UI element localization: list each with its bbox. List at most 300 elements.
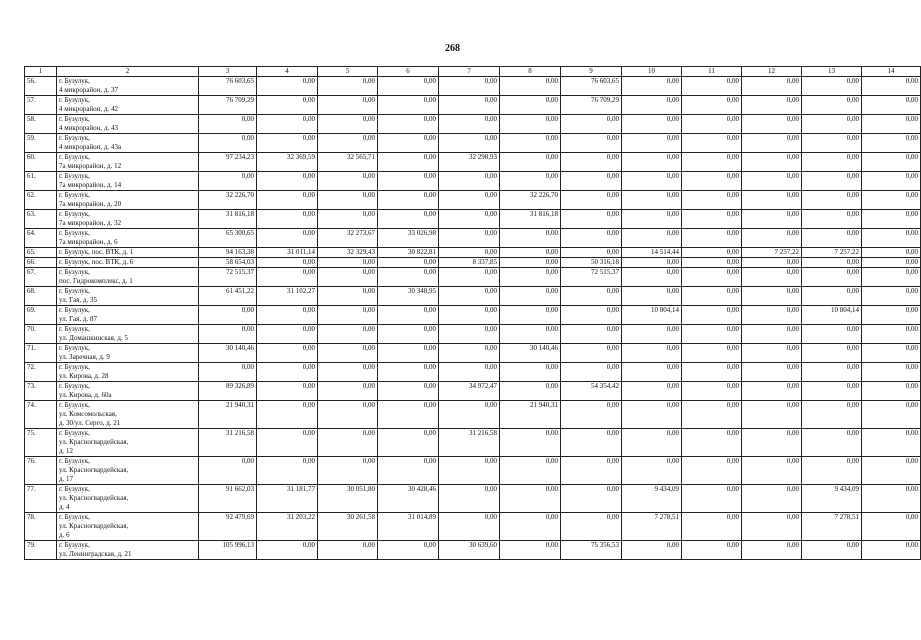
address-line: г. Бузулук, (59, 429, 90, 437)
value-cell: 30 639,60 (439, 541, 500, 560)
value-cell: 0,00 (561, 210, 622, 229)
value-cell: 76 709,29 (561, 96, 622, 115)
value-cell: 0,00 (199, 115, 257, 134)
value-cell: 0,00 (561, 513, 622, 541)
table-row (25, 191, 921, 210)
address-cell (57, 96, 199, 115)
value-cell: 0,00 (257, 325, 318, 344)
column-header: 7 (439, 67, 500, 77)
value-cell: 0,00 (439, 513, 500, 541)
table-row (25, 258, 921, 268)
address-cell (57, 457, 199, 485)
value-cell: 58 654,03 (199, 258, 257, 268)
row-number: 60. (25, 153, 57, 172)
value-cell: 9 434,09 (622, 485, 682, 513)
value-cell: 0,00 (257, 429, 318, 457)
address-cell (57, 325, 199, 344)
value-cell: 0,00 (561, 485, 622, 513)
value-cell: 0,00 (802, 115, 862, 134)
address-cell (57, 191, 199, 210)
value-cell: 0,00 (318, 344, 378, 363)
value-cell: 0,00 (257, 382, 318, 401)
address-line: ул. Красногвардейская, (59, 494, 129, 502)
value-cell: 0,00 (862, 485, 921, 513)
value-cell: 0,00 (802, 287, 862, 306)
value-cell: 0,00 (742, 134, 802, 153)
value-cell: 0,00 (439, 287, 500, 306)
address-line: д. 4 (59, 503, 70, 511)
value-cell: 9 434,09 (802, 485, 862, 513)
value-cell: 0,00 (439, 77, 500, 96)
address-line: г. Бузулук, (59, 325, 90, 333)
value-cell: 0,00 (802, 229, 862, 248)
value-cell: 0,00 (742, 172, 802, 191)
value-cell: 0,00 (500, 325, 561, 344)
table-row (25, 287, 921, 306)
value-cell: 0,00 (199, 457, 257, 485)
address-line: д. 30/ул. Серго, д. 21 (59, 419, 121, 427)
value-cell: 0,00 (742, 96, 802, 115)
value-cell: 0,00 (682, 541, 742, 560)
value-cell: 0,00 (802, 268, 862, 287)
value-cell: 0,00 (439, 401, 500, 429)
value-cell: 0,00 (500, 429, 561, 457)
address-line: г. Бузулук, (59, 485, 90, 493)
row-number: 70. (25, 325, 57, 344)
value-cell: 0,00 (742, 363, 802, 382)
value-cell: 31 102,27 (257, 287, 318, 306)
value-cell: 0,00 (257, 172, 318, 191)
value-cell: 0,00 (318, 268, 378, 287)
value-cell: 0,00 (622, 258, 682, 268)
address-line: д. 6 (59, 531, 70, 539)
value-cell: 0,00 (378, 191, 439, 210)
row-number: 63. (25, 210, 57, 229)
value-cell: 32 565,71 (318, 153, 378, 172)
value-cell: 0,00 (378, 172, 439, 191)
value-cell: 0,00 (500, 382, 561, 401)
value-cell: 34 972,47 (439, 382, 500, 401)
value-cell: 0,00 (378, 77, 439, 96)
value-cell: 0,00 (862, 268, 921, 287)
column-header: 5 (318, 67, 378, 77)
value-cell: 0,00 (802, 172, 862, 191)
value-cell: 61 451,22 (199, 287, 257, 306)
value-cell: 31 203,22 (257, 513, 318, 541)
value-cell: 0,00 (682, 513, 742, 541)
address-line: 4 микрорайон, д. 37 (59, 86, 118, 94)
value-cell: 0,00 (378, 96, 439, 115)
value-cell: 0,00 (682, 485, 742, 513)
table-row (25, 96, 921, 115)
address-line: ул. Гая, д. 35 (59, 296, 97, 304)
value-cell: 0,00 (742, 153, 802, 172)
value-cell: 0,00 (742, 229, 802, 248)
value-cell: 0,00 (257, 306, 318, 325)
page-number: 268 (445, 43, 460, 54)
address-line: г. Бузулук, (59, 134, 90, 142)
table-row (25, 325, 921, 344)
value-cell: 0,00 (682, 382, 742, 401)
value-cell: 32 226,70 (199, 191, 257, 210)
value-cell: 91 662,03 (199, 485, 257, 513)
value-cell: 0,00 (500, 134, 561, 153)
value-cell: 0,00 (682, 153, 742, 172)
value-cell: 0,00 (682, 77, 742, 96)
value-cell: 0,00 (622, 401, 682, 429)
value-cell: 8 337,85 (439, 258, 500, 268)
value-cell: 0,00 (561, 153, 622, 172)
value-cell: 0,00 (682, 248, 742, 258)
column-header: 11 (682, 67, 742, 77)
value-cell: 0,00 (500, 258, 561, 268)
value-cell: 0,00 (802, 457, 862, 485)
row-number: 58. (25, 115, 57, 134)
value-cell: 0,00 (378, 344, 439, 363)
table-row (25, 210, 921, 229)
address-line: д. 12 (59, 447, 74, 455)
value-cell: 0,00 (500, 172, 561, 191)
value-cell: 0,00 (500, 457, 561, 485)
address-cell (57, 210, 199, 229)
value-cell: 0,00 (622, 325, 682, 344)
value-cell: 0,00 (561, 344, 622, 363)
value-cell: 0,00 (862, 457, 921, 485)
address-line: г. Бузулук, пос. ВТК, д. 1 (59, 248, 134, 256)
value-cell: 21 940,31 (199, 401, 257, 429)
value-cell: 0,00 (862, 344, 921, 363)
value-cell: 0,00 (257, 457, 318, 485)
table-row (25, 268, 921, 287)
value-cell: 0,00 (561, 134, 622, 153)
value-cell: 0,00 (862, 210, 921, 229)
row-number: 79. (25, 541, 57, 560)
value-cell: 0,00 (862, 77, 921, 96)
address-line: г. Бузулук, (59, 191, 90, 199)
table-row (25, 382, 921, 401)
value-cell: 0,00 (500, 229, 561, 248)
address-line: ул. Красногвардейская, (59, 522, 129, 530)
value-cell: 0,00 (199, 363, 257, 382)
value-cell: 0,00 (802, 401, 862, 429)
value-cell: 72 515,37 (561, 268, 622, 287)
value-cell: 0,00 (682, 287, 742, 306)
value-cell: 31 216,58 (439, 429, 500, 457)
address-cell (57, 429, 199, 457)
value-cell: 0,00 (257, 134, 318, 153)
value-cell: 0,00 (439, 229, 500, 248)
row-number: 71. (25, 344, 57, 363)
value-cell: 0,00 (862, 153, 921, 172)
value-cell: 0,00 (682, 134, 742, 153)
table-row (25, 401, 921, 429)
value-cell: 0,00 (500, 306, 561, 325)
value-cell: 0,00 (802, 77, 862, 96)
value-cell: 0,00 (742, 77, 802, 96)
value-cell: 0,00 (682, 268, 742, 287)
value-cell: 0,00 (257, 344, 318, 363)
address-cell (57, 382, 199, 401)
value-cell: 0,00 (378, 134, 439, 153)
row-number: 72. (25, 363, 57, 382)
value-cell: 0,00 (439, 306, 500, 325)
value-cell: 31 816,18 (199, 210, 257, 229)
address-cell (57, 134, 199, 153)
address-line: г. Бузулук, (59, 344, 90, 352)
address-cell (57, 344, 199, 363)
value-cell: 0,00 (199, 306, 257, 325)
address-line: г. Бузулук, (59, 210, 90, 218)
row-number: 75. (25, 429, 57, 457)
value-cell: 0,00 (682, 210, 742, 229)
value-cell: 0,00 (862, 96, 921, 115)
value-cell: 0,00 (862, 115, 921, 134)
value-cell: 0,00 (561, 229, 622, 248)
value-cell: 0,00 (802, 344, 862, 363)
row-number: 59. (25, 134, 57, 153)
value-cell: 0,00 (318, 258, 378, 268)
value-cell: 0,00 (802, 363, 862, 382)
value-cell: 33 026,98 (378, 229, 439, 248)
value-cell: 0,00 (742, 258, 802, 268)
value-cell: 0,00 (742, 429, 802, 457)
value-cell: 0,00 (378, 115, 439, 134)
value-cell: 0,00 (318, 115, 378, 134)
value-cell: 0,00 (257, 210, 318, 229)
value-cell: 0,00 (622, 268, 682, 287)
header-row (25, 67, 921, 77)
column-header: 13 (802, 67, 862, 77)
value-cell: 0,00 (257, 191, 318, 210)
value-cell: 0,00 (742, 287, 802, 306)
row-number: 57. (25, 96, 57, 115)
value-cell: 0,00 (378, 153, 439, 172)
value-cell: 31 216,58 (199, 429, 257, 457)
value-cell: 0,00 (682, 306, 742, 325)
value-cell: 76 709,29 (199, 96, 257, 115)
address-cell (57, 229, 199, 248)
address-line: г. Бузулук, (59, 306, 90, 314)
value-cell: 0,00 (561, 115, 622, 134)
value-cell: 0,00 (199, 325, 257, 344)
row-number: 73. (25, 382, 57, 401)
value-cell: 0,00 (318, 287, 378, 306)
value-cell: 0,00 (500, 248, 561, 258)
table-row (25, 541, 921, 560)
row-number: 64. (25, 229, 57, 248)
value-cell: 7 257,22 (742, 248, 802, 258)
value-cell: 0,00 (257, 96, 318, 115)
address-line: г. Бузулук, (59, 172, 90, 180)
value-cell: 21 940,31 (500, 401, 561, 429)
value-cell: 0,00 (742, 115, 802, 134)
value-cell: 0,00 (622, 134, 682, 153)
value-cell: 0,00 (439, 96, 500, 115)
row-number: 69. (25, 306, 57, 325)
value-cell: 0,00 (802, 325, 862, 344)
value-cell: 0,00 (561, 363, 622, 382)
value-cell: 30 261,58 (318, 513, 378, 541)
address-cell (57, 485, 199, 513)
row-number: 68. (25, 287, 57, 306)
value-cell: 31 816,18 (500, 210, 561, 229)
table-row (25, 306, 921, 325)
value-cell: 0,00 (439, 325, 500, 344)
address-cell (57, 77, 199, 96)
value-cell: 92 479,69 (199, 513, 257, 541)
value-cell: 0,00 (682, 115, 742, 134)
address-cell (57, 153, 199, 172)
address-cell (57, 287, 199, 306)
row-number: 65. (25, 248, 57, 258)
value-cell: 0,00 (378, 306, 439, 325)
value-cell: 0,00 (500, 363, 561, 382)
value-cell: 0,00 (682, 258, 742, 268)
value-cell: 0,00 (862, 248, 921, 258)
value-cell: 0,00 (862, 513, 921, 541)
value-cell: 0,00 (439, 115, 500, 134)
value-cell: 0,00 (622, 363, 682, 382)
value-cell: 0,00 (862, 191, 921, 210)
data-table (24, 66, 921, 560)
address-cell (57, 268, 199, 287)
value-cell: 0,00 (862, 229, 921, 248)
value-cell: 0,00 (378, 363, 439, 382)
value-cell: 0,00 (500, 541, 561, 560)
address-line: г. Бузулук, (59, 513, 90, 521)
value-cell: 0,00 (318, 210, 378, 229)
value-cell: 0,00 (742, 485, 802, 513)
value-cell: 0,00 (318, 541, 378, 560)
value-cell: 30 140,46 (500, 344, 561, 363)
value-cell: 97 234,23 (199, 153, 257, 172)
value-cell: 0,00 (742, 268, 802, 287)
table-row (25, 344, 921, 363)
table-row (25, 485, 921, 513)
value-cell: 0,00 (500, 96, 561, 115)
table-row (25, 429, 921, 457)
address-cell (57, 115, 199, 134)
value-cell: 0,00 (257, 541, 318, 560)
address-line: 7а микрорайон, д. 12 (59, 162, 122, 170)
address-line: ул. Домашкинская, д. 5 (59, 334, 128, 342)
row-number: 76. (25, 457, 57, 485)
table-row (25, 457, 921, 485)
value-cell: 10 804,14 (622, 306, 682, 325)
address-line: 7а микрорайон, д. 32 (59, 219, 122, 227)
value-cell: 0,00 (439, 344, 500, 363)
value-cell: 0,00 (682, 363, 742, 382)
value-cell: 0,00 (439, 268, 500, 287)
value-cell: 0,00 (378, 268, 439, 287)
value-cell: 0,00 (622, 77, 682, 96)
value-cell: 0,00 (802, 258, 862, 268)
value-cell: 31 014,89 (378, 513, 439, 541)
address-cell (57, 513, 199, 541)
value-cell: 0,00 (561, 306, 622, 325)
address-line: ул. Кирова, д. 28 (59, 372, 109, 380)
address-line: пос. Гидрокомплекс, д. 1 (59, 277, 133, 285)
value-cell: 30 140,46 (199, 344, 257, 363)
value-cell: 0,00 (682, 429, 742, 457)
value-cell: 0,00 (318, 429, 378, 457)
value-cell: 0,00 (862, 541, 921, 560)
value-cell: 0,00 (378, 429, 439, 457)
value-cell: 0,00 (862, 382, 921, 401)
address-line: г. Бузулук, (59, 401, 90, 409)
value-cell: 0,00 (682, 172, 742, 191)
value-cell: 32 329,43 (318, 248, 378, 258)
value-cell: 10 804,14 (802, 306, 862, 325)
value-cell: 89 326,89 (199, 382, 257, 401)
address-line: 4 микрорайон, д. 43 (59, 124, 118, 132)
value-cell: 0,00 (561, 248, 622, 258)
value-cell: 0,00 (622, 457, 682, 485)
table-row (25, 229, 921, 248)
value-cell: 76 603,65 (561, 77, 622, 96)
value-cell: 0,00 (561, 401, 622, 429)
address-line: г. Бузулук, (59, 382, 90, 390)
address-cell (57, 363, 199, 382)
table-row (25, 513, 921, 541)
address-cell (57, 258, 199, 268)
address-line: г. Бузулук, (59, 457, 90, 465)
value-cell: 0,00 (742, 325, 802, 344)
value-cell: 0,00 (682, 344, 742, 363)
value-cell: 0,00 (500, 287, 561, 306)
column-header: 14 (862, 67, 921, 77)
column-header: 2 (57, 67, 199, 77)
value-cell: 0,00 (742, 306, 802, 325)
value-cell: 0,00 (862, 287, 921, 306)
value-cell: 0,00 (682, 401, 742, 429)
column-header: 10 (622, 67, 682, 77)
address-line: ул. Гая, д. 87 (59, 315, 97, 323)
value-cell: 0,00 (862, 258, 921, 268)
value-cell: 0,00 (500, 485, 561, 513)
value-cell: 0,00 (318, 191, 378, 210)
value-cell: 0,00 (622, 541, 682, 560)
address-line: г. Бузулук, (59, 96, 90, 104)
row-number: 67. (25, 268, 57, 287)
value-cell: 0,00 (561, 457, 622, 485)
value-cell: 0,00 (622, 191, 682, 210)
column-header: 3 (199, 67, 257, 77)
value-cell: 0,00 (802, 191, 862, 210)
row-number: 78. (25, 513, 57, 541)
value-cell: 0,00 (561, 429, 622, 457)
value-cell: 0,00 (622, 96, 682, 115)
row-number: 61. (25, 172, 57, 191)
value-cell: 0,00 (802, 153, 862, 172)
column-header: 9 (561, 67, 622, 77)
row-number: 74. (25, 401, 57, 429)
value-cell: 0,00 (682, 191, 742, 210)
row-number: 77. (25, 485, 57, 513)
value-cell: 0,00 (561, 325, 622, 344)
value-cell: 0,00 (622, 229, 682, 248)
value-cell: 0,00 (802, 541, 862, 560)
value-cell: 0,00 (862, 306, 921, 325)
value-cell: 32 273,67 (318, 229, 378, 248)
value-cell: 0,00 (622, 382, 682, 401)
address-line: г. Бузулук, (59, 115, 90, 123)
value-cell: 30 348,95 (378, 287, 439, 306)
value-cell: 0,00 (439, 457, 500, 485)
row-number: 56. (25, 77, 57, 96)
value-cell: 0,00 (802, 96, 862, 115)
value-cell: 72 515,37 (199, 268, 257, 287)
